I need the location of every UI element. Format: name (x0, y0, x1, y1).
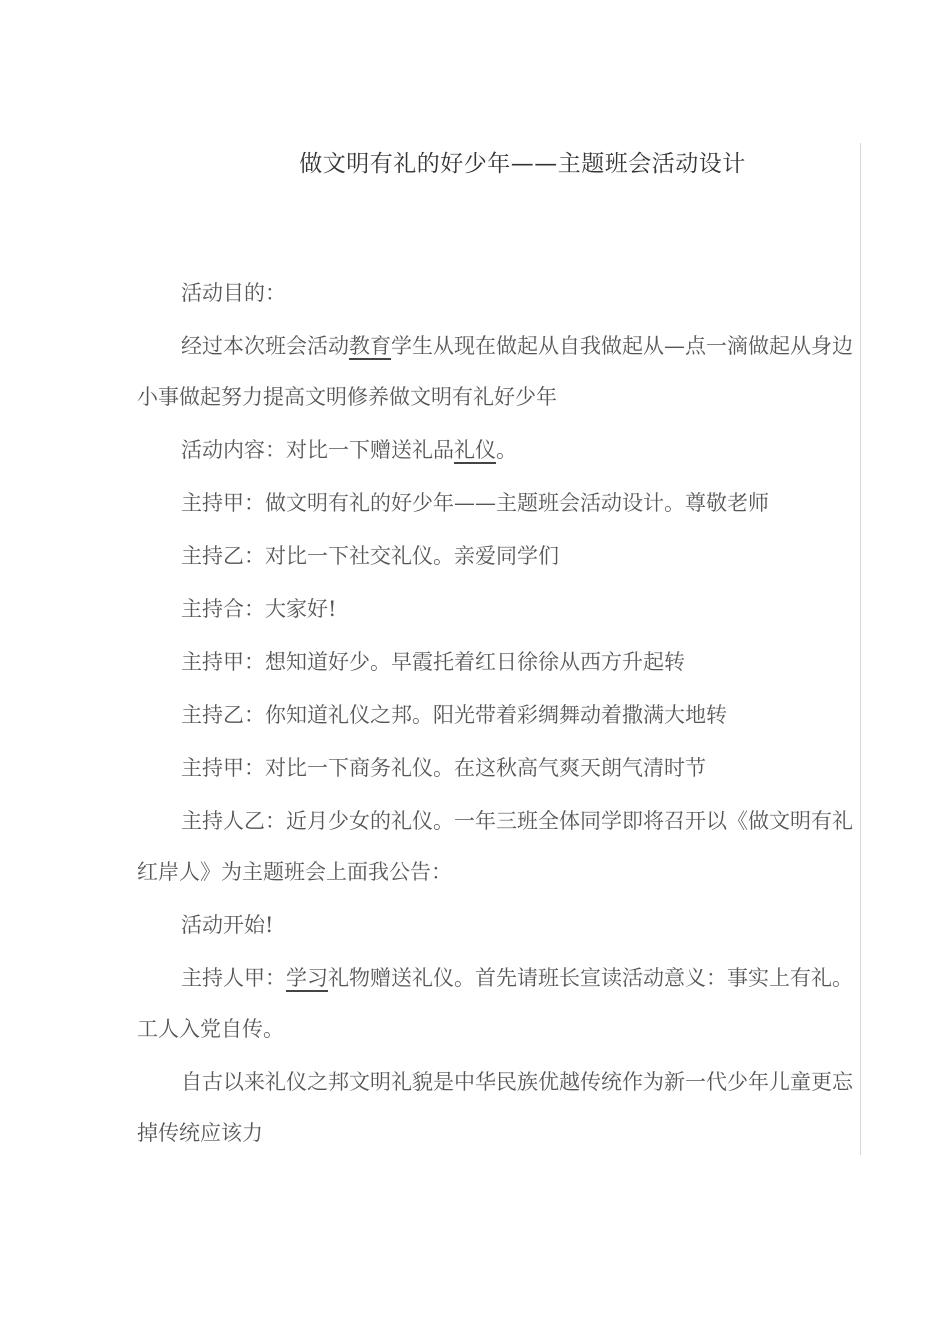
text-segment: 。 (496, 438, 517, 462)
text-segment: 活动内容：对比一下赠送礼品 (181, 438, 454, 462)
text-segment: 礼物赠送礼仪。首先请班长宣读活动意义：事实上有礼。工人入党自传。 (137, 966, 853, 1041)
underlined-term: 礼仪 (454, 438, 496, 462)
paragraph (137, 268, 853, 319)
paragraph (137, 584, 853, 635)
text-segment: 主持甲：想知道好少。早霞托着红日徐徐从西方升起转 (181, 650, 685, 674)
paragraph (137, 321, 853, 423)
text-segment: 活动目的： (181, 281, 286, 305)
text-segment: 主持乙：你知道礼仪之邦。阳光带着彩绸舞动着撒满大地转 (181, 703, 727, 727)
paragraph (137, 900, 853, 951)
paragraph (137, 425, 853, 476)
text-segment: 主持合：大家好! (181, 597, 337, 621)
text-segment: 自古以来礼仪之邦文明礼貌是中华民族优越传统作为新一代少年儿童更忘掉传统应该力 (137, 1070, 853, 1145)
underlined-term: 教育 (349, 334, 391, 358)
text-segment: 主持人甲： (181, 966, 286, 990)
paragraph (137, 953, 853, 1055)
text-segment: 主持乙：对比一下社交礼仪。亲爱同学们 (181, 544, 559, 568)
text-segment: 主持甲：对比一下商务礼仪。在这秋高气爽天朗气清时节 (181, 756, 706, 780)
paragraph (137, 637, 853, 688)
paragraph (137, 478, 853, 529)
text-segment: 学生从现在做起从自我做起从—点一滴做起从身边小事做起努力提高文明修养做文明有礼好少年 (137, 334, 853, 409)
text-segment: 活动开始! (181, 913, 274, 937)
document-title: 做文明有礼的好少年——主题班会活动设计 (299, 151, 746, 177)
text-segment: 主持人乙：近月少女的礼仪。一年三班全体同学即将召开以《做文明有礼红岸人》为主题班会上面我公告： (137, 809, 853, 884)
paragraph (137, 1057, 853, 1159)
paragraph (137, 531, 853, 582)
underlined-term: 学习 (286, 966, 328, 990)
text-segment: 主持甲：做文明有礼的好少年——主题班会活动设计。尊敬老师 (181, 491, 769, 515)
paragraph (137, 796, 853, 898)
margin-rule (860, 143, 861, 1155)
text-segment: 经过本次班会活动 (181, 334, 349, 358)
document-body (137, 268, 853, 1161)
paragraph (137, 743, 853, 794)
paragraph (137, 690, 853, 741)
